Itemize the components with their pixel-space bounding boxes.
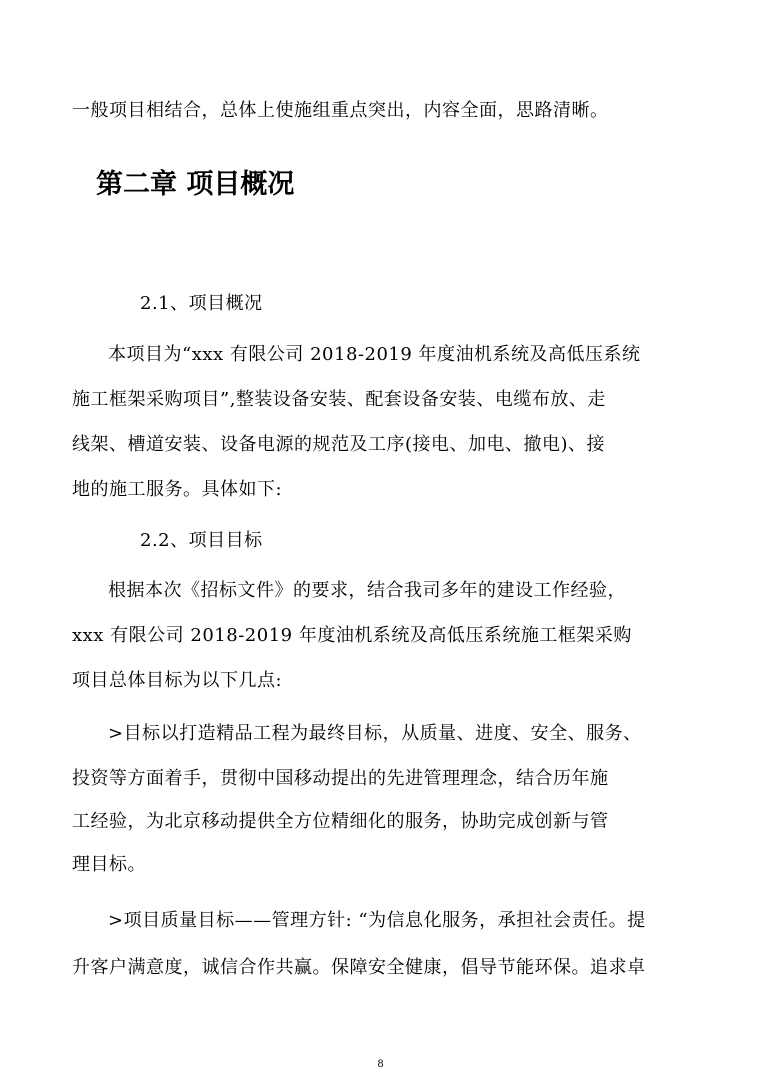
quality-goal-line: >项目质量目标——管理方针: “为信息化服务，承担社会责任。提: [108, 910, 646, 931]
goal-line: 理目标。: [72, 854, 146, 875]
paragraph-line: xxx 有限公司 2018-2019 年度油机系统及高低压系统施工框架采购: [72, 625, 632, 646]
quality-goal-line: 升客户满意度，诚信合作共赢。保障安全健康，倡导节能环保。追求卓: [72, 957, 646, 978]
chapter-title: 第二章 项目概况: [96, 169, 295, 200]
paragraph-line: 施工框架采购项目”,整装设备安装、配套设备安装、电缆布放、走: [72, 389, 606, 410]
goal-line: >目标以打造精品工程为最终目标，从质量、进度、安全、服务、: [108, 723, 642, 744]
paragraph-line: 地的施工服务。具体如下:: [72, 479, 283, 500]
section-heading-2-2: 2.2、项目目标: [140, 530, 263, 551]
paragraph-line: 根据本次《招标文件》的要求，结合我司多年的建设工作经验，: [108, 580, 626, 601]
goal-line: 投资等方面着手，贯彻中国移动提出的先进管理理念，结合历年施: [72, 768, 609, 789]
goal-line: 工经验，为北京移动提供全方位精细化的服务，协助完成创新与管: [72, 811, 609, 832]
intro-line: 一般项目相结合，总体上使施组重点突出，内容全面，思路清晰。: [72, 100, 609, 121]
page-number: 8: [377, 1059, 384, 1070]
paragraph-line: 线架、槽道安装、设备电源的规范及工序(接电、加电、撤电)、接: [72, 434, 606, 455]
paragraph-line: 本项目为“xxx 有限公司 2018-2019 年度油机系统及高低压系统: [108, 344, 641, 365]
paragraph-line: 项目总体目标为以下几点:: [72, 670, 283, 691]
section-heading-2-1: 2.1、项目概况: [140, 293, 263, 314]
